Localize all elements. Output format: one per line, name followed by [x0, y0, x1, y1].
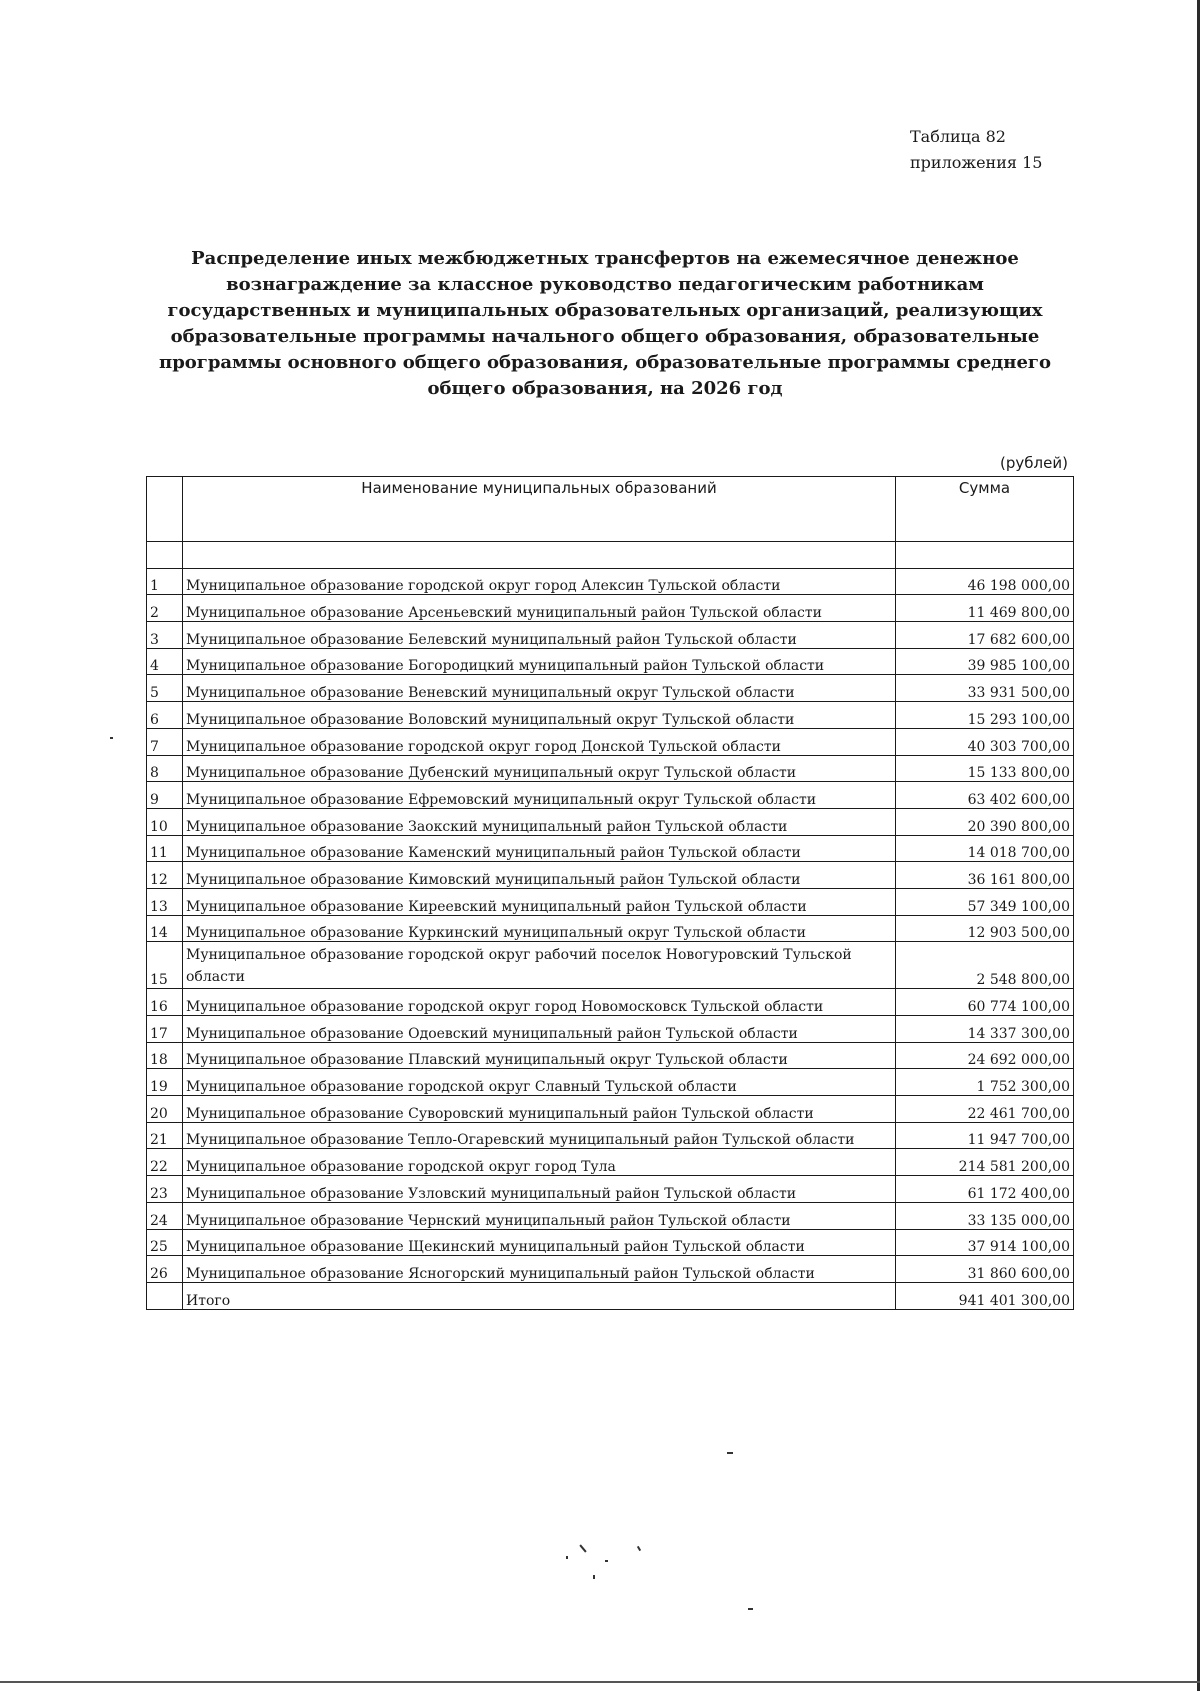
table-row [147, 1176, 1074, 1203]
row-number: 22 [147, 1149, 183, 1176]
document-title: Распределение иных межбюджетных трансфертов на ежемесячное денежное вознаграждение за классное руководство педагогическим работникам государственных и муниципальных образовательных организаций, реализующих образовательные программы начального общего образования, образовательные программы основного общего образования, образовательные программы среднего общего образования, на 2026 год [159, 248, 1051, 399]
amount: 39 985 100,00 [896, 648, 1074, 675]
amount: 214 581 200,00 [896, 1149, 1074, 1176]
municipality-name: Муниципальное образование Одоевский муниципальный район Тульской области [183, 1016, 896, 1043]
header-sum-cell: Сумма [896, 477, 1074, 542]
municipality-name: Муниципальное образование Заокский муниципальный район Тульской области [183, 808, 896, 835]
scan-mark [605, 1560, 608, 1562]
municipality-name: Муниципальное образование Узловский муниципальный район Тульской области [183, 1176, 896, 1203]
table-row [147, 702, 1074, 729]
row-number: 21 [147, 1122, 183, 1149]
amount: 14 337 300,00 [896, 1016, 1074, 1043]
row-number: 26 [147, 1256, 183, 1283]
amount: 33 931 500,00 [896, 675, 1074, 702]
municipality-name: Муниципальное образование Куркинский муниципальный округ Тульской области [183, 915, 896, 942]
amount: 36 161 800,00 [896, 862, 1074, 889]
municipality-name: Муниципальное образование Веневский муниципальный округ Тульской области [183, 675, 896, 702]
total-sum: 941 401 300,00 [896, 1282, 1074, 1309]
row-number: 23 [147, 1176, 183, 1203]
table-row [147, 622, 1074, 649]
scan-mark [593, 1575, 595, 1579]
municipality-name: Муниципальное образование Арсеньевский муниципальный район Тульской области [183, 595, 896, 622]
document-reference [910, 124, 1042, 176]
municipality-name: Муниципальное образование городской округ город Тула [183, 1149, 896, 1176]
row-number: 12 [147, 862, 183, 889]
scan-edge-bottom [0, 1681, 1200, 1683]
municipality-name: Муниципальное образование городской округ город Алексин Тульской области [183, 568, 896, 595]
table-row [147, 1069, 1074, 1096]
amount: 17 682 600,00 [896, 622, 1074, 649]
row-number: 14 [147, 915, 183, 942]
municipality-name: Муниципальное образование Дубенский муниципальный округ Тульской области [183, 755, 896, 782]
scan-mark [727, 1452, 733, 1454]
header-spacer-row [147, 542, 1074, 569]
table-body [147, 542, 1074, 1283]
row-number: 6 [147, 702, 183, 729]
municipality-name: Муниципальное образование Щекинский муниципальный район Тульской области [183, 1229, 896, 1256]
table-row [147, 808, 1074, 835]
table-header-row [147, 477, 1074, 542]
scan-mark [637, 1546, 641, 1551]
amount: 11 947 700,00 [896, 1122, 1074, 1149]
municipality-name: Муниципальное образование Плавский муниципальный округ Тульской области [183, 1042, 896, 1069]
municipality-name: Муниципальное образование Ефремовский муниципальный округ Тульской области [183, 782, 896, 809]
municipality-name: Муниципальное образование Воловский муниципальный округ Тульской области [183, 702, 896, 729]
municipality-name: Муниципальное образование Каменский муниципальный район Тульской области [183, 835, 896, 862]
table-row [147, 888, 1074, 915]
table-row [147, 1256, 1074, 1283]
total-label: Итого [183, 1282, 896, 1309]
scan-mark [110, 737, 113, 739]
table-row [147, 728, 1074, 755]
row-number: 5 [147, 675, 183, 702]
amount: 22 461 700,00 [896, 1096, 1074, 1123]
table-row [147, 1229, 1074, 1256]
amount: 1 752 300,00 [896, 1069, 1074, 1096]
table-row [147, 835, 1074, 862]
row-number: 9 [147, 782, 183, 809]
table-row [147, 755, 1074, 782]
row-number: 10 [147, 808, 183, 835]
row-number: 2 [147, 595, 183, 622]
table-number: Таблица 82 [910, 127, 1006, 146]
row-number: 18 [147, 1042, 183, 1069]
amount: 63 402 600,00 [896, 782, 1074, 809]
table-row [147, 568, 1074, 595]
row-number: 17 [147, 1016, 183, 1043]
municipality-name: Муниципальное образование городской округ Славный Тульской области [183, 1069, 896, 1096]
row-number: 16 [147, 989, 183, 1016]
table-row [147, 1016, 1074, 1043]
amount: 14 018 700,00 [896, 835, 1074, 862]
table-row [147, 1096, 1074, 1123]
municipality-name: Муниципальное образование Тепло-Огаревский муниципальный район Тульской области [183, 1122, 896, 1149]
total-number-cell [147, 1282, 183, 1309]
spacer-cell [183, 542, 896, 569]
amount: 61 172 400,00 [896, 1176, 1074, 1203]
table-row [147, 942, 1074, 989]
amount: 37 914 100,00 [896, 1229, 1074, 1256]
municipality-name: Муниципальное образование городской округ город Донской Тульской области [183, 728, 896, 755]
amount: 46 198 000,00 [896, 568, 1074, 595]
amount: 2 548 800,00 [896, 942, 1074, 989]
municipality-name: Муниципальное образование Киреевский муниципальный район Тульской области [183, 888, 896, 915]
municipality-name: Муниципальное образование Ясногорский муниципальный район Тульской области [183, 1256, 896, 1283]
table-row [147, 595, 1074, 622]
table-row [147, 648, 1074, 675]
row-number: 7 [147, 728, 183, 755]
scan-mark [566, 1556, 568, 1559]
municipality-name: Муниципальное образование Суворовский муниципальный район Тульской области [183, 1096, 896, 1123]
table-row [147, 989, 1074, 1016]
units-label: (рублей) [1000, 454, 1068, 472]
row-number: 19 [147, 1069, 183, 1096]
amount: 11 469 800,00 [896, 595, 1074, 622]
row-number: 1 [147, 568, 183, 595]
row-number: 25 [147, 1229, 183, 1256]
total-row [147, 1282, 1074, 1309]
municipality-name: Муниципальное образование Чернский муниципальный район Тульской области [183, 1202, 896, 1229]
municipality-name: Муниципальное образование городской округ рабочий поселок Новогуровский Тульской области [183, 942, 896, 989]
table-row [147, 915, 1074, 942]
appendix-number: приложения 15 [910, 153, 1043, 172]
table-row [147, 1149, 1074, 1176]
distribution-table [146, 476, 1074, 1310]
amount: 40 303 700,00 [896, 728, 1074, 755]
amount: 33 135 000,00 [896, 1202, 1074, 1229]
row-number: 4 [147, 648, 183, 675]
header-name-cell: Наименование муниципальных образований [183, 477, 896, 542]
amount: 12 903 500,00 [896, 915, 1074, 942]
scan-mark [579, 1544, 586, 1552]
amount: 31 860 600,00 [896, 1256, 1074, 1283]
table-row [147, 862, 1074, 889]
municipality-name: Муниципальное образование Кимовский муниципальный район Тульской области [183, 862, 896, 889]
spacer-cell [147, 542, 183, 569]
amount: 20 390 800,00 [896, 808, 1074, 835]
row-number: 8 [147, 755, 183, 782]
row-number: 3 [147, 622, 183, 649]
header-number-cell [147, 477, 183, 542]
municipality-name: Муниципальное образование Белевский муниципальный район Тульской области [183, 622, 896, 649]
municipality-name: Муниципальное образование городской округ город Новомосковск Тульской области [183, 989, 896, 1016]
table-row [147, 675, 1074, 702]
amount: 24 692 000,00 [896, 1042, 1074, 1069]
row-number: 11 [147, 835, 183, 862]
amount: 15 293 100,00 [896, 702, 1074, 729]
municipality-name: Муниципальное образование Богородицкий муниципальный район Тульской области [183, 648, 896, 675]
row-number: 24 [147, 1202, 183, 1229]
table-row [147, 782, 1074, 809]
table-row [147, 1122, 1074, 1149]
amount: 57 349 100,00 [896, 888, 1074, 915]
amount: 15 133 800,00 [896, 755, 1074, 782]
row-number: 15 [147, 942, 183, 989]
row-number: 13 [147, 888, 183, 915]
amount: 60 774 100,00 [896, 989, 1074, 1016]
table-row [147, 1202, 1074, 1229]
row-number: 20 [147, 1096, 183, 1123]
table-row [147, 1042, 1074, 1069]
scan-mark [748, 1608, 753, 1610]
spacer-cell [896, 542, 1074, 569]
